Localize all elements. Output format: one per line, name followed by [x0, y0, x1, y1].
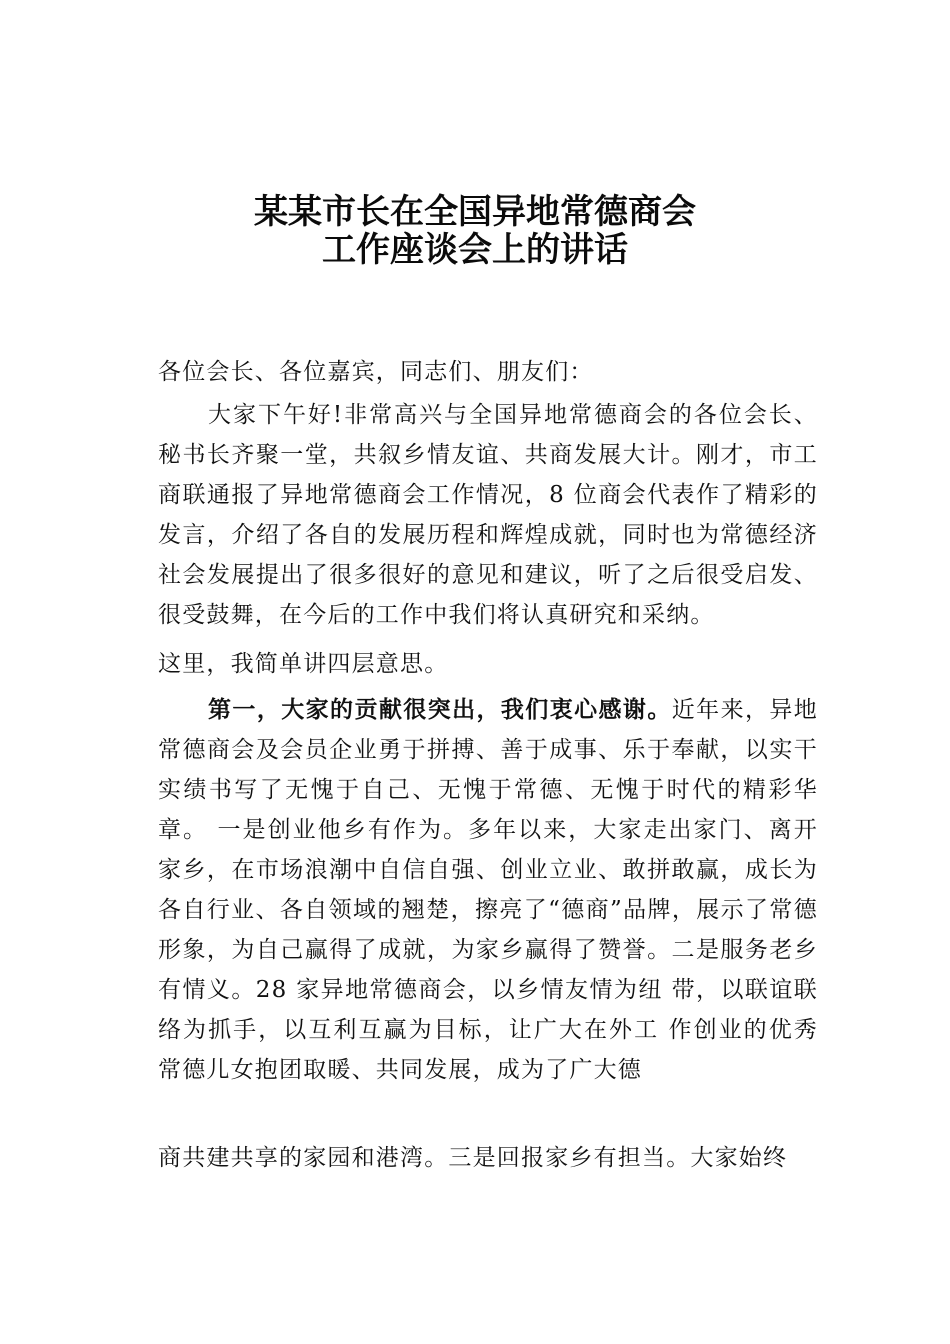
first-point-body: 近年来，异地常德商会及会员企业勇于拼搏、善于成事、乐于奉献，以实干实绩书写了无愧于自己、无愧于常德、无愧于时代的精彩华章。 一是创业他乡有作为。多年以来，大家走出家门、离开家乡，在市场浪潮中自信自强、创业立业、敢拼敢赢，成长为各自行业、各自领域的翘楚，擦亮了“德商”品牌，展示了常德形象，为自己赢得了成就，为家乡赢得了赞誉。二是服务老乡有情义。28 家异地常德商会，以乡情友情为纽 带，以联谊联络为抓手，以互利互赢为目标，让广大在外工 作创业的优秀常德儿女抱团取暖、共同发展，成为了广大德 [158, 697, 818, 1083]
document-title-line-2: 工作座谈会上的讲话 [322, 230, 628, 270]
first-point-heading: 第一，大家的贡献很突出，我们衷心感谢。 [208, 696, 672, 723]
paragraph-first-point [158, 690, 818, 1090]
salutation: 各位会长、各位嘉宾，同志们、朋友们： [158, 359, 594, 385]
paragraph-greeting-tail: 这里，我简单讲四层意思。 [158, 651, 449, 677]
paragraph-continuation: 商共建共享的家园和港湾。三是回报家乡有担当。大家始终 [158, 1145, 788, 1171]
document-title-line-1: 某某市长在全国异地常德商会 [254, 192, 696, 232]
paragraph-greeting: 大家下午好!非常高兴与全国异地常德商会的各位会长、秘书长齐聚一堂，共叙乡情友谊、共商发展大计。刚才，市工商联通报了异地常德商会工作情况，8 位商会代表作了精彩的发言，介绍了各自的发展历程和辉煌成就，同时也为常德经济社会发展提出了很多很好的意见和建议，听了之后很受启发、很受鼓舞，在今后的工作中我们将认真研究和采纳。 [158, 402, 818, 628]
